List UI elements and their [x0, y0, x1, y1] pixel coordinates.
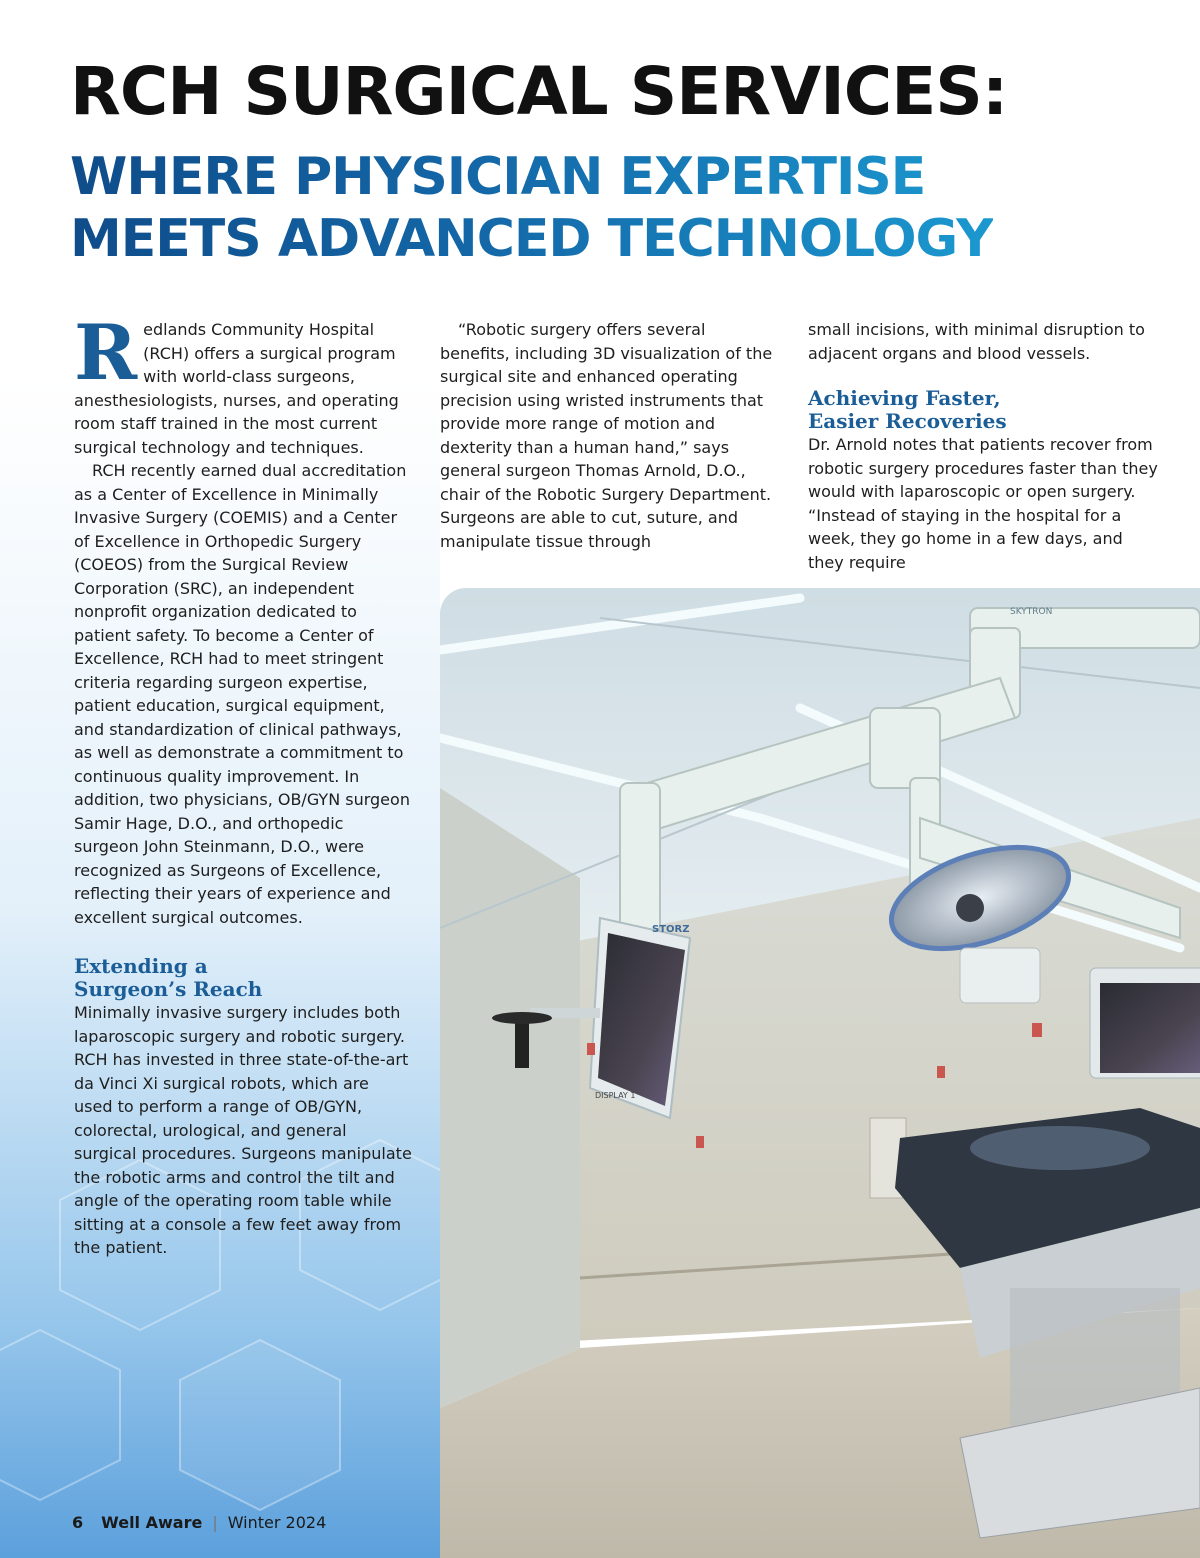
monitor-brand-text: STORZ — [652, 924, 690, 935]
wall-left — [440, 788, 580, 1408]
article-column-1 — [74, 308, 412, 1260]
minimally-invasive-paragraph: Minimally invasive surgery includes both laparoscopic surgery and robotic surgery. RCH has invested in three state-of-the-art da Vinci Xi surgical robots, which are used to perform a range of OB/GYN, colorectal, urological, and general surgical procedures. Surgeons manipulate the robotic arms and control the tilt and angle of the operating room table while sitting at a console a few feet away from the patient. — [74, 1003, 412, 1257]
drop-cap: R — [74, 308, 138, 397]
heading-line: Extending a — [74, 954, 208, 978]
heading-line: Achieving Faster, — [808, 386, 1001, 410]
heading-line: Easier Recoveries — [808, 409, 1007, 433]
recovery-paragraph: Dr. Arnold notes that patients recover from robotic surgery procedures faster than they would with laparoscopic or open surgery. “Instead of staying in the hospital for a week, they go home in a few days, and they require — [808, 435, 1158, 572]
subtitle-line-1: WHERE PHYSICIAN EXPERTISE — [70, 147, 926, 207]
surgical-monitor-right — [1090, 968, 1200, 1078]
section-heading-faster-recoveries — [808, 387, 1158, 433]
footer-separator: | — [212, 1513, 218, 1532]
heading-line: Surgeon’s Reach — [74, 977, 263, 1001]
accreditation-paragraph: RCH recently earned dual accreditation as a Center of Excellence in Minimally Invasive Surgery (COEMIS) and a Center of Excellence in Orthopedic Surgery (COEOS) from the Surgical Review Corporation (SRC), an independent nonprofit organization dedicated to patient safety. To become a Center of Excellence, RCH had to meet stringent criteria regarding surgeon expertise, patient education, surgical equipment, and standardization of clinical pathways, as well as demonstrate a commitment to continuous quality improvement. In addition, two physicians, OB/GYN surgeon Samir Hage, D.O., and orthopedic surgeon John Steinmann, D.O., were recognized as Surgeons of Excellence, reflecting their years of experience and excellent surgical outcomes. — [74, 461, 410, 927]
article-column-3 — [808, 318, 1158, 574]
intro-text: edlands Community Hospital (RCH) offers a surgical program with world-class surgeons, anesthesiologists, nurses, and operating room staff trained in the most current surgical technology and techniques. — [74, 320, 399, 457]
intro-paragraph — [74, 308, 412, 459]
page-number: 6 — [72, 1513, 84, 1532]
monitor-label-text: DISPLAY 1 — [595, 1091, 636, 1100]
robotic-benefits-paragraph: “Robotic surgery offers several benefits, including 3D visualization of the surgical site and enhanced operating precision using wristed instruments that provide more range of motion and dexterity than a human hand,” says general surgeon Thomas Arnold, D.O., chair of the Robotic Surgery Department. Surgeons are able to cut, suture, and manipulate tissue through — [440, 320, 773, 551]
magazine-name: Well Aware — [101, 1513, 203, 1532]
subtitle-line-2: MEETS ADVANCED TECHNOLOGY — [70, 209, 993, 269]
issue-date: Winter 2024 — [227, 1513, 327, 1532]
page-footer — [72, 1513, 326, 1532]
boom-brand-text: SKYTRON — [1010, 607, 1053, 617]
article-title: RCH SURGICAL SERVICES: — [70, 53, 1008, 130]
article-subtitle — [70, 146, 993, 270]
operating-room-illustration — [440, 588, 1200, 1558]
continued-paragraph: small incisions, with minimal disruption to adjacent organs and blood vessels. — [808, 320, 1145, 363]
article-column-2 — [440, 318, 778, 553]
operating-room-photo — [440, 588, 1200, 1558]
section-heading-extending-reach — [74, 955, 412, 1001]
